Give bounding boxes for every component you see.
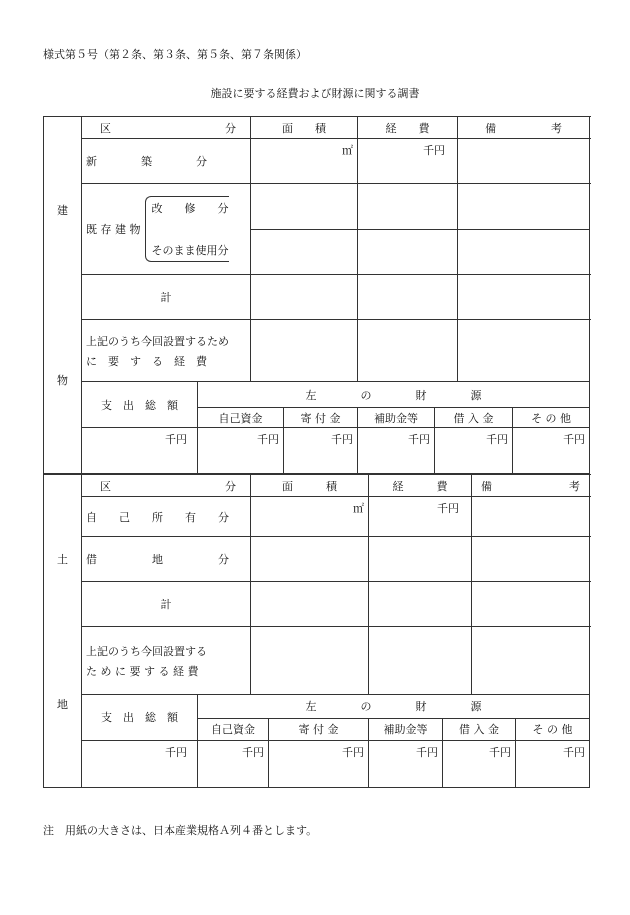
- header-cost: 経 費: [358, 117, 458, 139]
- kubun-right: 分: [225, 479, 236, 493]
- land-table: [43, 474, 590, 788]
- this-cost-cell[interactable]: [369, 627, 472, 694]
- total-cost-cell[interactable]: [358, 275, 458, 320]
- note-cell[interactable]: [472, 497, 590, 537]
- fund-other-header: そ の 他: [516, 718, 590, 740]
- building-side-label: [44, 117, 82, 474]
- this-area-cell[interactable]: [251, 320, 358, 382]
- fund-other-value[interactable]: 千円: [513, 428, 590, 474]
- fund-donation-header: 寄 付 金: [269, 718, 369, 740]
- row-lease-label: 借 地 分: [82, 537, 251, 582]
- lease-area-cell[interactable]: [251, 537, 369, 582]
- header-kubun: [82, 117, 251, 139]
- header-cost: 経 費: [369, 475, 472, 497]
- cost-unit: 千円: [369, 497, 472, 537]
- this-label-line2: に 要 す る 経 費: [86, 354, 207, 368]
- total-area-cell[interactable]: [251, 582, 369, 627]
- total-cost-cell[interactable]: [369, 582, 472, 627]
- form-number: 様式第５号（第２条、第３条、第５条、第７条関係）: [43, 48, 307, 61]
- this-note-cell[interactable]: [472, 627, 590, 694]
- area-unit: ㎡: [251, 139, 358, 184]
- fund-own-value[interactable]: 千円: [198, 428, 284, 474]
- fund-subsidy-value[interactable]: 千円: [369, 740, 443, 787]
- fund-donation-value[interactable]: 千円: [269, 740, 369, 787]
- funds-header: 左 の 財 源: [198, 694, 590, 718]
- header-kubun: [82, 475, 251, 497]
- this-label-line1: 上記のうち今回設置するため: [86, 334, 229, 348]
- kubun-left: 区: [100, 121, 111, 135]
- existing-note-cells[interactable]: [458, 184, 590, 275]
- as-is-label: そのまま使用分: [151, 244, 229, 257]
- fund-loan-header: 借 入 金: [443, 718, 516, 740]
- fund-donation-value[interactable]: 千円: [284, 428, 358, 474]
- fund-subsidy-header: 補助金等: [369, 718, 443, 740]
- land-side-label: [44, 475, 82, 788]
- funds-header: 左 の 財 源: [198, 382, 590, 408]
- row-this-label: [82, 320, 251, 382]
- row-total-label: 計: [82, 275, 251, 320]
- side-label-top: 建: [57, 204, 68, 217]
- kubun-right: 分: [225, 121, 236, 135]
- fund-own-value[interactable]: 千円: [198, 740, 269, 787]
- note-cell[interactable]: [458, 139, 590, 184]
- total-area-cell[interactable]: [251, 275, 358, 320]
- this-cost-cell[interactable]: [358, 320, 458, 382]
- this-area-cell[interactable]: [251, 627, 369, 694]
- total-note-cell[interactable]: [458, 275, 590, 320]
- header-note: 備 考: [458, 117, 590, 139]
- row-total-label: 計: [82, 582, 251, 627]
- area-unit: ㎡: [251, 497, 369, 537]
- existing-building-label: 既 存 建 物: [86, 223, 141, 236]
- footer-note: 注 用紙の大きさは、日本産業規格Ａ列４番とします。: [43, 824, 318, 837]
- fund-other-header: そ の 他: [513, 408, 590, 428]
- row-this-label: [82, 627, 251, 694]
- header-area: 面 積: [251, 475, 369, 497]
- document-title: 施設に要する経費および財源に関する調書: [210, 87, 420, 100]
- lease-note-cell[interactable]: [472, 537, 590, 582]
- fund-own-header: 自己資金: [198, 718, 269, 740]
- header-area: 面 積: [251, 117, 358, 139]
- this-label-line1: 上記のうち今回設置する: [86, 644, 207, 658]
- building-table: [43, 116, 590, 474]
- total-note-cell[interactable]: [472, 582, 590, 627]
- expend-total-label: 支 出 総 額: [82, 694, 198, 740]
- side-label-top: 土: [57, 552, 68, 566]
- bracket: [145, 196, 229, 262]
- header-note: 備 考: [472, 475, 590, 497]
- kubun-left: 区: [100, 479, 111, 493]
- row-existing-label: [82, 184, 251, 275]
- side-label-bottom: 地: [57, 697, 68, 711]
- fund-donation-header: 寄 付 金: [284, 408, 358, 428]
- fund-loan-value[interactable]: 千円: [435, 428, 513, 474]
- lease-cost-cell[interactable]: [369, 537, 472, 582]
- fund-loan-value[interactable]: 千円: [443, 740, 516, 787]
- expend-total-label: 支 出 総 額: [82, 382, 198, 428]
- fund-other-value[interactable]: 千円: [516, 740, 590, 787]
- row-own-label: 自 己 所 有 分: [82, 497, 251, 537]
- this-label-line2: た め に 要 す る 経 費: [86, 664, 199, 678]
- existing-cost-cells[interactable]: [358, 184, 458, 275]
- fund-subsidy-header: 補助金等: [358, 408, 435, 428]
- row-new-label: 新 築 分: [82, 139, 251, 184]
- fund-subsidy-value[interactable]: 千円: [358, 428, 435, 474]
- renovate-label: 改 修 分: [151, 202, 229, 215]
- expend-total-value[interactable]: 千円: [82, 740, 198, 787]
- existing-area-cells[interactable]: [251, 184, 358, 275]
- this-note-cell[interactable]: [458, 320, 590, 382]
- fund-own-header: 自己資金: [198, 408, 284, 428]
- expend-total-value[interactable]: 千円: [82, 428, 198, 474]
- fund-loan-header: 借 入 金: [435, 408, 513, 428]
- cost-unit: 千円: [358, 139, 458, 184]
- side-label-bottom: 物: [57, 374, 68, 387]
